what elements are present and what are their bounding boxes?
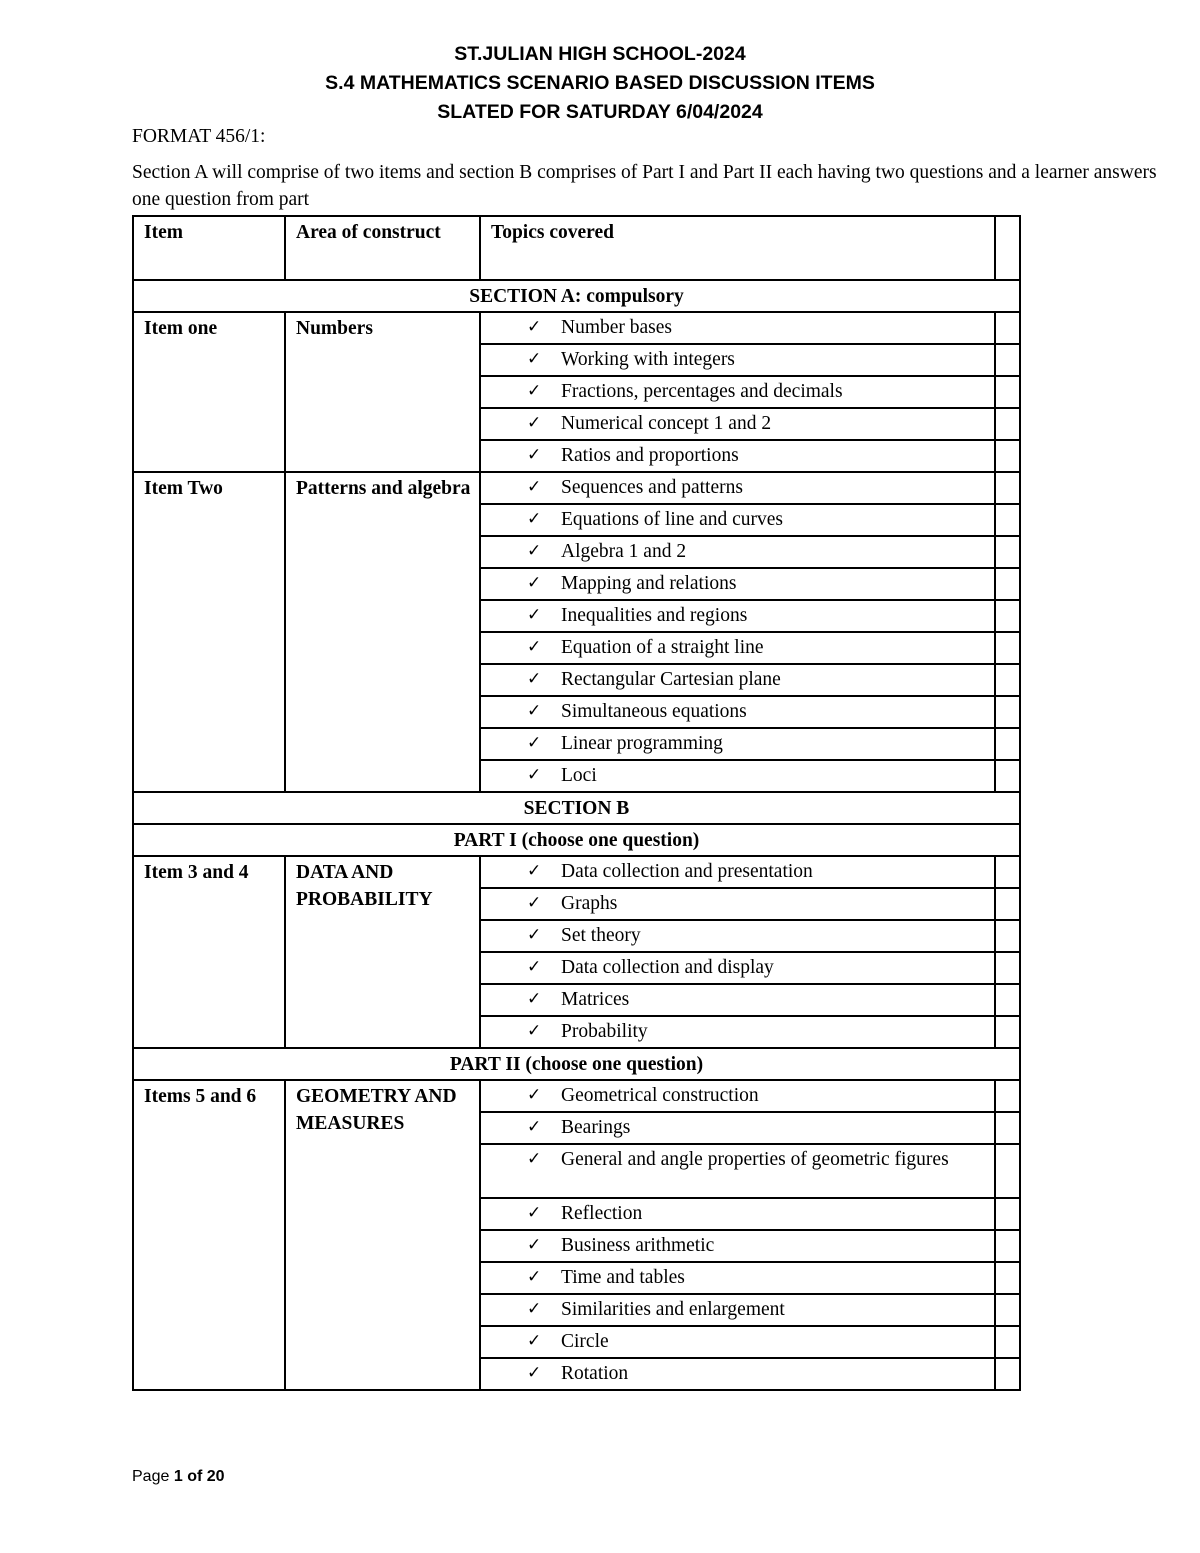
topic-text: Working with integers bbox=[561, 349, 735, 370]
topic-text: Rectangular Cartesian plane bbox=[561, 669, 781, 690]
page-footer bbox=[132, 1468, 225, 1486]
checkmark-icon: ✓ bbox=[527, 765, 542, 785]
checkmark-icon: ✓ bbox=[527, 669, 542, 689]
checkmark-icon: ✓ bbox=[527, 413, 542, 433]
topic-cell bbox=[480, 1230, 995, 1262]
topic-text: Rotation bbox=[561, 1363, 629, 1384]
topic-cell bbox=[480, 440, 995, 472]
part-2-heading: PART II (choose one question) bbox=[133, 1048, 1020, 1080]
empty-cell bbox=[995, 376, 1020, 408]
area-of-construct: Patterns and algebra bbox=[285, 472, 480, 792]
header-topics: Topics covered bbox=[480, 216, 995, 280]
topic-text: General and angle properties of geometric figures bbox=[561, 1149, 949, 1170]
topic-cell bbox=[480, 632, 995, 664]
part-2-heading-row bbox=[133, 1048, 1020, 1080]
topic-cell bbox=[480, 1358, 995, 1390]
checkmark-icon: ✓ bbox=[527, 701, 542, 721]
checkmark-icon: ✓ bbox=[527, 1363, 542, 1383]
checkmark-icon: ✓ bbox=[527, 509, 542, 529]
topic-cell bbox=[480, 664, 995, 696]
section-b-heading-row bbox=[133, 792, 1020, 824]
header-empty-cell bbox=[995, 216, 1020, 280]
format-label: FORMAT 456/1: bbox=[132, 126, 266, 147]
topic-text: Equation of a straight line bbox=[561, 637, 764, 658]
topic-text: Graphs bbox=[561, 893, 618, 914]
part-1-heading: PART I (choose one question) bbox=[133, 824, 1020, 856]
topic-text: Geometrical construction bbox=[561, 1085, 759, 1106]
topic-cell bbox=[480, 920, 995, 952]
empty-cell bbox=[995, 1358, 1020, 1390]
topic-cell bbox=[480, 696, 995, 728]
item-label: Item Two bbox=[133, 472, 285, 792]
item-label: Item one bbox=[133, 312, 285, 472]
checkmark-icon: ✓ bbox=[527, 925, 542, 945]
checkmark-icon: ✓ bbox=[527, 861, 542, 881]
empty-cell bbox=[995, 1112, 1020, 1144]
topic-text: Similarities and enlargement bbox=[561, 1299, 785, 1320]
topic-cell bbox=[480, 760, 995, 792]
empty-cell bbox=[995, 728, 1020, 760]
empty-cell bbox=[995, 760, 1020, 792]
topic-text: Number bases bbox=[561, 317, 673, 338]
schedule-title: SLATED FOR SATURDAY 6/04/2024 bbox=[437, 101, 763, 123]
topic-cell bbox=[480, 856, 995, 888]
empty-cell bbox=[995, 600, 1020, 632]
footer-of: of bbox=[187, 1468, 203, 1485]
empty-cell bbox=[995, 472, 1020, 504]
topic-text: Sequences and patterns bbox=[561, 477, 743, 498]
empty-cell bbox=[995, 920, 1020, 952]
topic-cell bbox=[480, 1198, 995, 1230]
empty-cell bbox=[995, 696, 1020, 728]
empty-cell bbox=[995, 984, 1020, 1016]
topic-cell bbox=[480, 1294, 995, 1326]
checkmark-icon: ✓ bbox=[527, 1235, 542, 1255]
topic-cell bbox=[480, 888, 995, 920]
intro-paragraph: Section A will comprise of two items and section B comprises of Part I and Part II each having two questions and a learner answers one question from part bbox=[132, 162, 1157, 210]
area-of-construct: Numbers bbox=[285, 312, 480, 472]
topic-text: Data collection and display bbox=[561, 957, 774, 978]
topic-cell bbox=[480, 728, 995, 760]
empty-cell bbox=[995, 1294, 1020, 1326]
checkmark-icon: ✓ bbox=[527, 541, 542, 561]
empty-cell bbox=[995, 536, 1020, 568]
checkmark-icon: ✓ bbox=[527, 445, 542, 465]
topic-text: Algebra 1 and 2 bbox=[561, 541, 687, 562]
topic-text: Simultaneous equations bbox=[561, 701, 747, 722]
topic-cell bbox=[480, 952, 995, 984]
topic-cell bbox=[480, 472, 995, 504]
item-label: Items 5 and 6 bbox=[133, 1080, 285, 1390]
topic-text: Matrices bbox=[561, 989, 630, 1010]
empty-cell bbox=[995, 1080, 1020, 1112]
topic-text: Time and tables bbox=[561, 1267, 685, 1288]
checkmark-icon: ✓ bbox=[527, 1021, 542, 1041]
topic-cell bbox=[480, 1144, 995, 1198]
footer-total-pages: 20 bbox=[206, 1468, 225, 1485]
table-row bbox=[133, 472, 1020, 504]
empty-cell bbox=[995, 440, 1020, 472]
empty-cell bbox=[995, 952, 1020, 984]
topic-cell bbox=[480, 504, 995, 536]
checkmark-icon: ✓ bbox=[527, 1331, 542, 1351]
topic-cell bbox=[480, 984, 995, 1016]
topic-cell bbox=[480, 312, 995, 344]
area-of-construct: GEOMETRY AND MEASURES bbox=[285, 1080, 480, 1390]
topic-cell bbox=[480, 376, 995, 408]
checkmark-icon: ✓ bbox=[527, 989, 542, 1009]
topic-text: Probability bbox=[561, 1021, 648, 1042]
checkmark-icon: ✓ bbox=[527, 637, 542, 657]
topic-cell bbox=[480, 344, 995, 376]
footer-prefix: Page bbox=[132, 1468, 170, 1485]
checkmark-icon: ✓ bbox=[527, 957, 542, 977]
topics-table bbox=[132, 215, 1021, 1391]
checkmark-icon: ✓ bbox=[527, 605, 542, 625]
topic-cell bbox=[480, 600, 995, 632]
topic-text: Numerical concept 1 and 2 bbox=[561, 413, 772, 434]
topic-text: Fractions, percentages and decimals bbox=[561, 381, 843, 402]
topic-text: Bearings bbox=[561, 1117, 631, 1138]
header-item: Item bbox=[133, 216, 285, 280]
section-a-heading-row bbox=[133, 280, 1020, 312]
empty-cell bbox=[995, 312, 1020, 344]
topic-text: Business arithmetic bbox=[561, 1235, 715, 1256]
empty-cell bbox=[995, 632, 1020, 664]
checkmark-icon: ✓ bbox=[527, 1299, 542, 1319]
checkmark-icon: ✓ bbox=[527, 893, 542, 913]
topic-text: Loci bbox=[561, 765, 597, 786]
topic-cell bbox=[480, 408, 995, 440]
checkmark-icon: ✓ bbox=[527, 381, 542, 401]
checkmark-icon: ✓ bbox=[527, 573, 542, 593]
section-b-heading: SECTION B bbox=[133, 792, 1020, 824]
topic-text: Set theory bbox=[561, 925, 641, 946]
area-of-construct: DATA AND PROBABILITY bbox=[285, 856, 480, 1048]
empty-cell bbox=[995, 888, 1020, 920]
topic-cell bbox=[480, 1326, 995, 1358]
checkmark-icon: ✓ bbox=[527, 1267, 542, 1287]
topic-text: Reflection bbox=[561, 1203, 643, 1224]
item-label: Item 3 and 4 bbox=[133, 856, 285, 1048]
checkmark-icon: ✓ bbox=[527, 1085, 542, 1105]
document-title: S.4 MATHEMATICS SCENARIO BASED DISCUSSION ITEMS bbox=[325, 72, 875, 94]
checkmark-icon: ✓ bbox=[527, 349, 542, 369]
footer-page-number: 1 bbox=[173, 1468, 183, 1485]
header-area: Area of construct bbox=[285, 216, 480, 280]
topic-text: Linear programming bbox=[561, 733, 723, 754]
checkmark-icon: ✓ bbox=[527, 477, 542, 497]
topic-text: Equations of line and curves bbox=[561, 509, 784, 530]
topic-text: Ratios and proportions bbox=[561, 445, 739, 466]
table-row bbox=[133, 1080, 1020, 1112]
empty-cell bbox=[995, 856, 1020, 888]
empty-cell bbox=[995, 1326, 1020, 1358]
checkmark-icon: ✓ bbox=[527, 733, 542, 753]
topic-cell bbox=[480, 568, 995, 600]
topic-text: Mapping and relations bbox=[561, 573, 737, 594]
topic-cell bbox=[480, 536, 995, 568]
empty-cell bbox=[995, 664, 1020, 696]
table-row bbox=[133, 312, 1020, 344]
topic-cell bbox=[480, 1080, 995, 1112]
topic-cell bbox=[480, 1016, 995, 1048]
empty-cell bbox=[995, 1016, 1020, 1048]
topic-text: Inequalities and regions bbox=[561, 605, 748, 626]
topic-text: Data collection and presentation bbox=[561, 861, 813, 882]
empty-cell bbox=[995, 568, 1020, 600]
school-title: ST.JULIAN HIGH SCHOOL-2024 bbox=[454, 43, 746, 65]
empty-cell bbox=[995, 1230, 1020, 1262]
empty-cell bbox=[995, 504, 1020, 536]
topic-text: Circle bbox=[561, 1331, 609, 1352]
empty-cell bbox=[995, 344, 1020, 376]
table-header-row bbox=[133, 216, 1020, 280]
topic-cell bbox=[480, 1262, 995, 1294]
checkmark-icon: ✓ bbox=[527, 317, 542, 337]
empty-cell bbox=[995, 408, 1020, 440]
section-a-heading: SECTION A: compulsory bbox=[133, 280, 1020, 312]
empty-cell bbox=[995, 1144, 1020, 1198]
topic-cell bbox=[480, 1112, 995, 1144]
empty-cell bbox=[995, 1262, 1020, 1294]
part-1-heading-row bbox=[133, 824, 1020, 856]
table-row bbox=[133, 856, 1020, 888]
checkmark-icon: ✓ bbox=[527, 1203, 542, 1223]
checkmark-icon: ✓ bbox=[527, 1149, 542, 1169]
empty-cell bbox=[995, 1198, 1020, 1230]
checkmark-icon: ✓ bbox=[527, 1117, 542, 1137]
